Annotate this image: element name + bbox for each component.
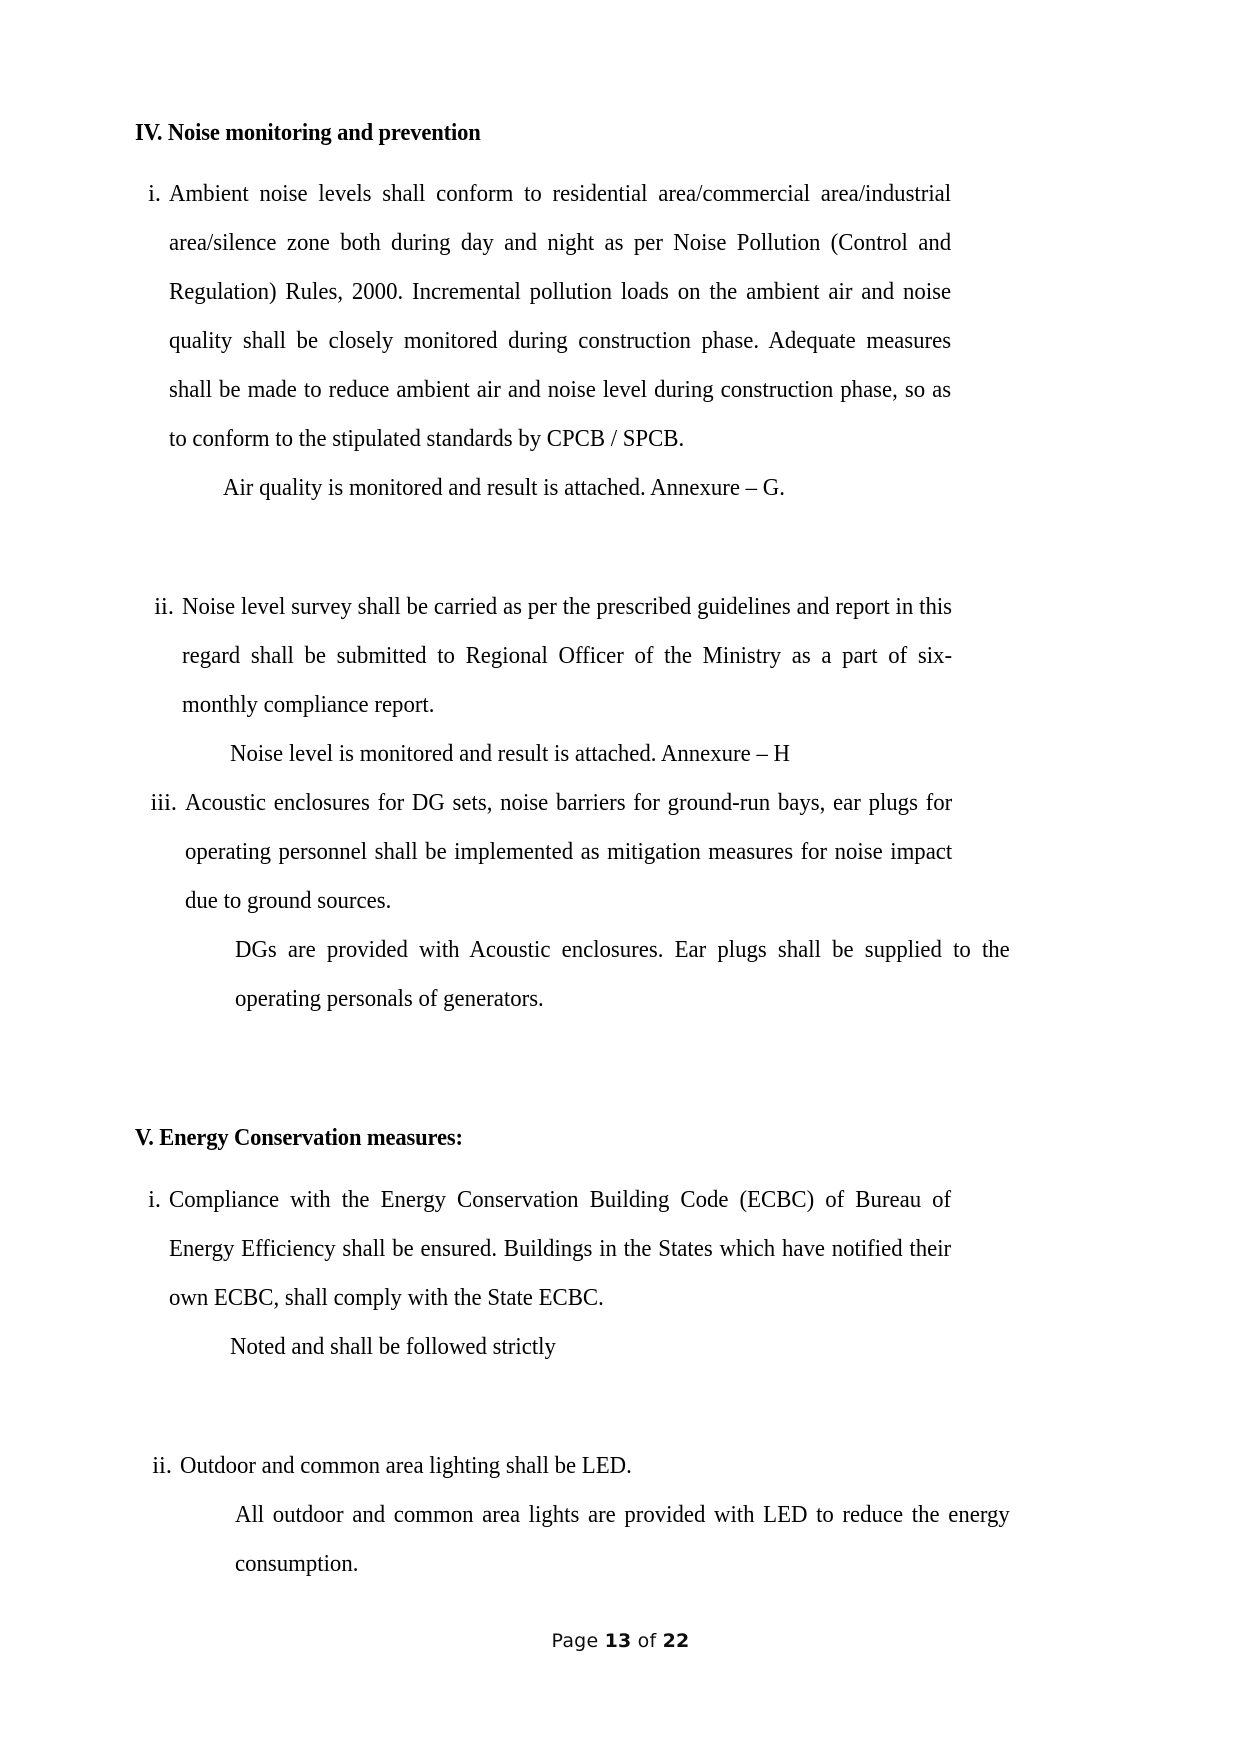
- spacer: [135, 1023, 1010, 1123]
- list-item-text: Ambient noise levels shall conform to residential area/commercial area/industrial area/silence zone both during day and night as per Noise Pollution (Control and Regulation) Rules, 2000. Incremental pollution loads on the ambient air and noise quality shall be closely monitored during construction phase. Adequate measures shall be made to reduce ambient air and noise level during construction phase, so as to conform to the stipulated standards by CPCB / SPCB.: [169, 180, 952, 453]
- response-iv-ii: [135, 729, 1010, 778]
- spacer: [135, 147, 1010, 169]
- list-item-iv-ii: [135, 582, 1010, 729]
- footer-total-pages: 22: [662, 1630, 690, 1652]
- list-marker: ii.: [154, 593, 174, 621]
- list-item-v-i: [135, 1175, 1010, 1322]
- response-text: All outdoor and common area lights are provided with LED to reduce the energy consumption.: [235, 1500, 1010, 1577]
- page-footer: [0, 1630, 1241, 1652]
- spacer: [135, 1153, 1010, 1175]
- response-text: Noise level is monitored and result is attached. Annexure – H: [230, 740, 790, 768]
- response-text: DGs are provided with Acoustic enclosures. Ear plugs shall be supplied to the operating personals of generators.: [235, 936, 1010, 1013]
- footer-of-label: of: [631, 1630, 663, 1652]
- response-iv-iii: [135, 925, 1010, 1023]
- list-marker: ii.: [152, 1451, 172, 1479]
- response-text: Air quality is monitored and result is attached. Annexure – G.: [223, 474, 785, 502]
- list-item-text: Outdoor and common area lighting shall be LED.: [180, 1451, 632, 1479]
- response-v-ii: [135, 1490, 1010, 1588]
- response-iv-i: [135, 463, 1010, 512]
- section-heading-noise-monitoring: IV. Noise monitoring and prevention: [135, 119, 481, 146]
- response-v-i: [135, 1322, 1010, 1371]
- section-heading-energy-conservation: V. Energy Conservation measures:: [135, 1124, 463, 1152]
- response-text: Noted and shall be followed strictly: [230, 1332, 556, 1360]
- footer-current-page: 13: [604, 1630, 632, 1652]
- page-content: [135, 118, 1010, 1588]
- list-item-v-ii: [135, 1441, 1010, 1490]
- list-marker: i.: [148, 1185, 161, 1213]
- list-marker: iii.: [150, 789, 177, 817]
- list-marker: i.: [148, 180, 161, 208]
- list-item-text: Acoustic enclosures for DG sets, noise barriers for ground-run bays, ear plugs for operating personnel shall be implemented as mitigation measures for noise impact due to ground sources.: [185, 789, 953, 915]
- list-item-text: Noise level survey shall be carried as per the prescribed guidelines and report in this regard shall be submitted to Regional Officer of the Ministry as a part of six-monthly compliance report.: [182, 593, 953, 719]
- list-item-iv-i: [135, 169, 1010, 463]
- footer-page-label: Page: [551, 1630, 605, 1652]
- list-item-text: Compliance with the Energy Conservation Building Code (ECBC) of Bureau of Energy Efficiency shall be ensured. Buildings in the States which have notified their own ECBC, shall comply with the State ECBC.: [169, 1185, 952, 1311]
- list-item-iv-iii: [135, 778, 1010, 925]
- spacer: [135, 1371, 1010, 1441]
- spacer: [135, 512, 1010, 582]
